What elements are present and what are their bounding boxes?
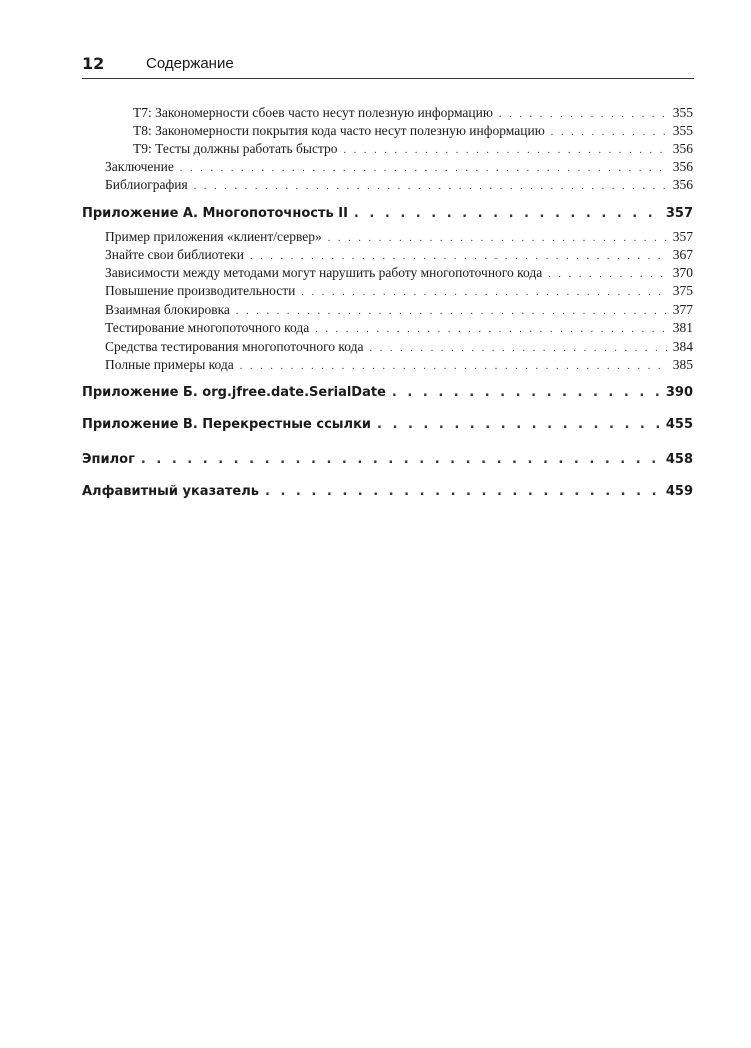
toc-chapter-title: Эпилог <box>82 452 135 467</box>
toc-entry-page: 356 <box>672 177 693 192</box>
toc-entry-title: Зависимости между методами могут нарушить работу многопоточного кода <box>105 265 543 280</box>
toc-chapter <box>82 415 693 435</box>
toc-entry-page: 381 <box>672 320 693 335</box>
toc-entry <box>133 104 693 124</box>
toc-entry <box>105 158 693 178</box>
leader-dots <box>315 321 666 339</box>
toc-entry-title: Пример приложения «клиент/сервер» <box>105 229 322 244</box>
header-rule <box>82 78 694 79</box>
toc-chapter <box>82 482 693 502</box>
toc-entry <box>105 319 693 339</box>
toc-entry <box>105 264 693 284</box>
toc-entry-page: 367 <box>672 247 693 262</box>
leader-dots <box>377 415 660 435</box>
toc-entry-title: Средства тестирования многопоточного кода <box>105 339 364 354</box>
toc-entry <box>105 301 693 321</box>
page-number: 12 <box>82 54 105 73</box>
leader-dots <box>354 204 660 224</box>
toc-entry <box>105 356 693 376</box>
toc-entry <box>105 246 693 266</box>
toc-entry-page: 355 <box>672 105 693 120</box>
leader-dots <box>194 178 667 196</box>
toc-entry-title: Повышение производительности <box>105 283 296 298</box>
toc-chapter-page: 458 <box>665 452 693 467</box>
leader-dots <box>141 450 660 470</box>
toc-chapter-page: 455 <box>665 417 693 432</box>
toc-chapter-page: 390 <box>665 385 693 400</box>
toc-entry-page: 370 <box>672 265 693 280</box>
toc-chapter-page: 357 <box>665 206 693 221</box>
toc-entry-title: Тестирование многопоточного кода <box>105 320 310 335</box>
toc-entry <box>133 140 693 160</box>
toc-entry-title: Полные примеры кода <box>105 357 234 372</box>
toc-entry-title: Взаимная блокировка <box>105 302 230 317</box>
toc-entry-title: T7: Закономерности сбоев часто несут полезную информацию <box>133 105 493 120</box>
running-header <box>82 52 694 78</box>
toc-entry-page: 356 <box>672 159 693 174</box>
running-header-title: Содержание <box>146 55 234 72</box>
toc-entry-page: 355 <box>672 123 693 138</box>
leader-dots <box>392 383 660 403</box>
toc-entry-title: T8: Закономерности покрытия кода часто несут полезную информацию <box>133 123 545 138</box>
toc-chapter-title: Приложение А. Многопоточность II <box>82 206 348 221</box>
toc-chapter-title: Алфавитный указатель <box>82 484 259 499</box>
toc-entry-page: 375 <box>672 283 693 298</box>
toc-chapter-page: 459 <box>665 484 693 499</box>
toc-entry-page: 356 <box>672 141 693 156</box>
leader-dots <box>301 284 666 302</box>
toc-entry-title: Библиография <box>105 177 188 192</box>
toc-entry-title: Знайте свои библиотеки <box>105 247 244 262</box>
toc-entry <box>105 282 693 302</box>
toc-entry-page: 385 <box>672 357 693 372</box>
toc-chapter-title: Приложение Б. org.jfree.date.SerialDate <box>82 385 386 400</box>
leader-dots <box>240 358 667 376</box>
toc-entry-title: Заключение <box>105 159 174 174</box>
toc-entry <box>105 176 693 196</box>
toc-entry <box>105 228 693 248</box>
toc-entry <box>105 338 693 358</box>
toc-chapter-title: Приложение В. Перекрестные ссылки <box>82 417 372 432</box>
toc-chapter <box>82 450 693 470</box>
toc-entry-page: 357 <box>672 229 693 244</box>
toc-chapter <box>82 383 693 403</box>
toc-entry-title: T9: Тесты должны работать быстро <box>133 141 338 156</box>
toc-entry <box>133 122 693 142</box>
toc-entry-page: 384 <box>672 339 693 354</box>
toc-chapter <box>82 204 693 224</box>
leader-dots <box>265 482 660 502</box>
toc-entry-page: 377 <box>672 302 693 317</box>
